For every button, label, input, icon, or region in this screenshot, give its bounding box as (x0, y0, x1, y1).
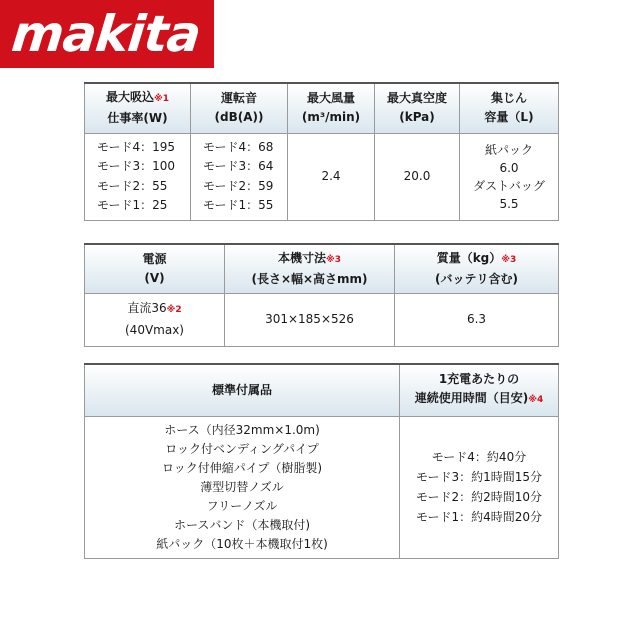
list-item: モード4：約40分 (431, 450, 527, 464)
cell-suction-power: モード4：195 モード3：100 モード2：55 モード1：25 (85, 133, 191, 220)
list-item: モード2：約2時間10分 (415, 490, 543, 504)
spec-table-performance (84, 82, 559, 221)
cell-max-vacuum: 20.0 (375, 133, 460, 220)
spec-table-dimensions (84, 243, 559, 347)
cell-weight: 6.3 (395, 293, 559, 346)
cell-noise: モード4：68 モード3：64 モード2：59 モード1：55 (191, 133, 288, 220)
list-item: 薄型切替ノズル (200, 479, 284, 494)
header-dimensions: 本機寸法※3 (長さ×幅×高さmm) (225, 244, 395, 293)
cell-dust-capacity: 紙パック 6.0 ダストバッグ 5.5 (460, 133, 559, 220)
header-suction-power: 最大吸込※1 仕事率(W) (85, 83, 191, 133)
list-item: ホース（内径32mm×1.0m) (164, 422, 320, 437)
list-item: モード1：約4時間20分 (415, 510, 543, 524)
cell-runtime (400, 416, 559, 558)
cell-dimensions: 301×185×526 (225, 293, 395, 346)
list-item: ホースバンド（本機取付) (173, 517, 311, 532)
cell-max-airflow: 2.4 (288, 133, 375, 220)
list-item: フリーノズル (206, 498, 278, 513)
list-item: モード3：約1時間15分 (415, 470, 543, 484)
list-item: ロック付ベンディングパイプ (165, 441, 319, 456)
header-weight: 質量（kg）※3 (バッテリ含む) (395, 244, 559, 293)
cell-accessories-list (85, 416, 400, 558)
header-runtime-per-charge: 1充電あたりの 連続使用時間（目安)※4 (400, 364, 559, 416)
header-max-vacuum: 最大真空度 (kPa) (375, 83, 460, 133)
header-noise: 運転音 (dB(A)) (191, 83, 288, 133)
list-item: ロック付伸縮パイプ（樹脂製) (161, 460, 323, 475)
list-item: 紙パック（10枚＋本機取付1枚) (156, 536, 328, 551)
cell-power-source: 直流36※2 (40Vmax) (85, 293, 225, 346)
header-dust-capacity: 集じん 容量（L) (460, 83, 559, 133)
spec-table-accessories (84, 363, 559, 559)
header-standard-accessories: 標準付属品 (85, 364, 400, 416)
makita-logo (0, 0, 214, 68)
header-max-airflow: 最大風量 (m³/min) (288, 83, 375, 133)
logo-wordmark: makita (8, 5, 203, 63)
header-power-source: 電源 (V) (85, 244, 225, 293)
